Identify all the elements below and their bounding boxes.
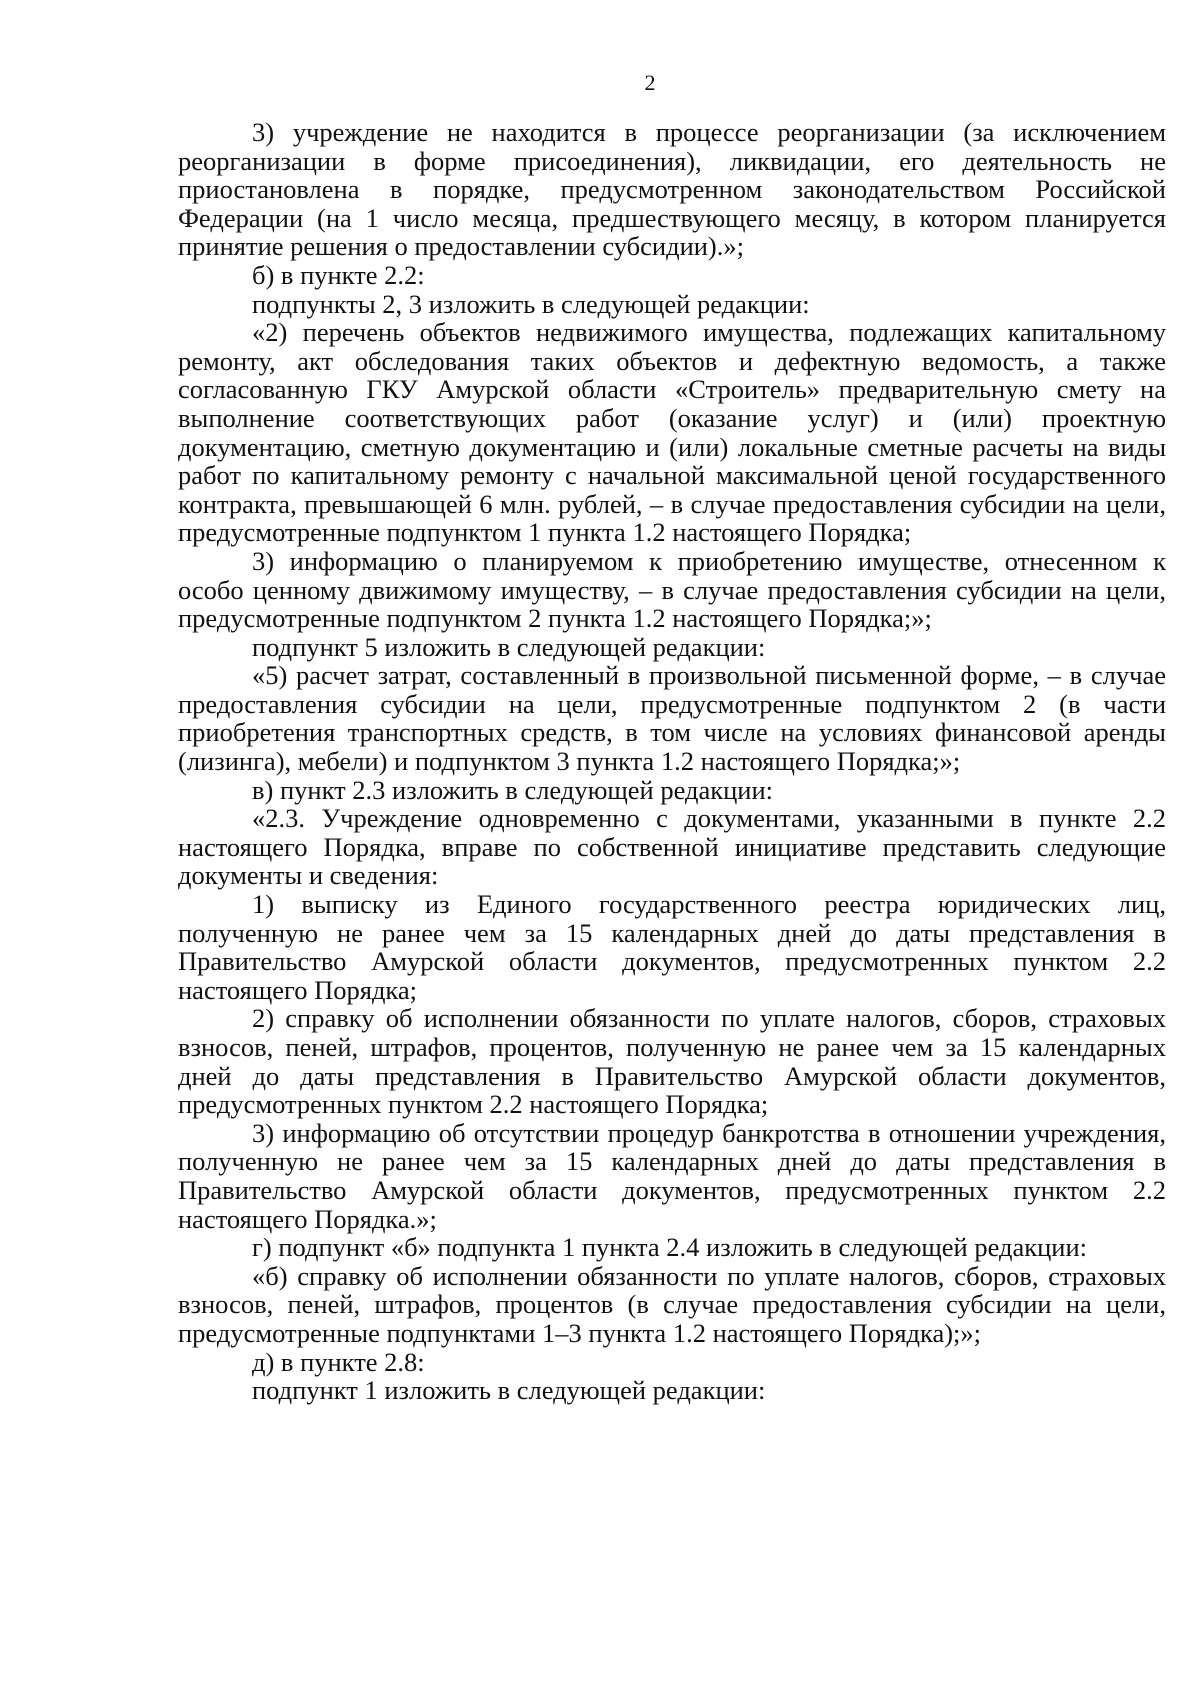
paragraph-subpoints-2-3-intro: подпункты 2, 3 изложить в следующей редакции:	[252, 288, 810, 319]
document-body	[178, 118, 1166, 1405]
page-number: 2	[644, 70, 656, 95]
paragraph-point-2-3-text: «2.3. Учреждение одновременно с документами, указанными в пункте 2.2 настоящего Порядка, вправе по собственной инициативе представить следующие документы и сведения:	[178, 803, 1166, 891]
paragraph-2-3-item-3-bankruptcy-info: 3) информацию об отсутствии процедур банкротства в отношении учреждения, полученную не ранее чем за 15 календарных дней до даты представления в Правительство Амурской области документов, предусмотренных пунктом 2.2 настоящего Порядка.»;	[178, 1117, 1166, 1234]
paragraph-g-subpoint-b-intro: г) подпункт «б» подпункта 1 пункта 2.4 изложить в следующей редакции:	[252, 1232, 1088, 1263]
paragraph-subpoint-b-tax-certificate: «б) справку об исполнении обязанности по уплате налогов, сборов, страховых взносов, пеней, штрафов, процентов (в случае предоставления субсидии на цели, предусмотренные подпунктами 1–3 пункта 1.2 настоящего Порядка);»;	[178, 1260, 1166, 1348]
paragraph-subpoint-5-intro: подпункт 5 изложить в следующей редакции:	[252, 631, 766, 662]
paragraph-b-point-2-2: б) в пункте 2.2:	[252, 259, 425, 290]
paragraph-2-3-item-1-registry-extract: 1) выписку из Единого государственного реестра юридических лиц, полученную не ранее чем за 15 календарных дней до даты представления в Правительство Амурской области документов, предусмотренных пунктом 2.2 настоящего Порядка;	[178, 889, 1166, 1005]
paragraph-v-point-2-3-intro: в) пункт 2.3 изложить в следующей редакции:	[252, 774, 774, 805]
paragraph-item-3-reorganization: 3) учреждение не находится в процессе реорганизации (за исключением реорганизации в форме присоединения), ликвидации, его деятельность не приостановлена в порядке, предусмотренном законодательством Российской Федерации (на 1 число месяца, предшествующего месяцу, в котором планируется принятие решения о предоставлении субсидии).»;	[178, 117, 1166, 262]
paragraph-d-point-2-8: д) в пункте 2.8:	[252, 1346, 425, 1377]
paragraph-2-3-item-2-tax-certificate: 2) справку об исполнении обязанности по уплате налогов, сборов, страховых взносов, пеней, штрафов, процентов, полученную не ранее чем за 15 календарных дней до даты представления в Правительство Амурской области документов, предусмотренных пунктом 2.2 настоящего Порядка;	[178, 1003, 1166, 1120]
paragraph-subpoint-3-movable-property: 3) информацию о планируемом к приобретению имуществе, отнесенном к особо ценному движимому имуществу, – в случае предоставления субсидии на цели, предусмотренные подпунктом 2 пункта 1.2 настоящего Порядка;»;	[178, 545, 1166, 634]
paragraph-subpoint-5-cost-calculation: «5) расчет затрат, составленный в произвольной письменной форме, – в случае предоставления субсидии на цели, предусмотренные подпунктом 2 (в части приобретения транспортных средств, в том числе на условиях финансовой аренды (лизинга), мебели) и подпунктом 3 пункта 1.2 настоящего Порядка;»;	[178, 660, 1166, 777]
paragraph-subpoint-1-intro: подпункт 1 изложить в следующей редакции:	[252, 1375, 766, 1406]
paragraph-subpoint-2-real-estate: «2) перечень объектов недвижимого имущества, подлежащих капитальному ремонту, акт обследования таких объектов и дефектную ведомость, а также согласованную ГКУ Амурской области «Строитель» предварительную смету на выполнение соответствующих работ (оказание услуг) и (или) проектную документацию, сметную документацию и (или) локальные сметные расчеты на виды работ по капитальному ремонту с начальной максимальной ценой государственного контракта, превышающей 6 млн. рублей, – в случае предоставления субсидии на цели, предусмотренные подпунктом 1 пункта 1.2 настоящего Порядка;	[178, 317, 1166, 548]
